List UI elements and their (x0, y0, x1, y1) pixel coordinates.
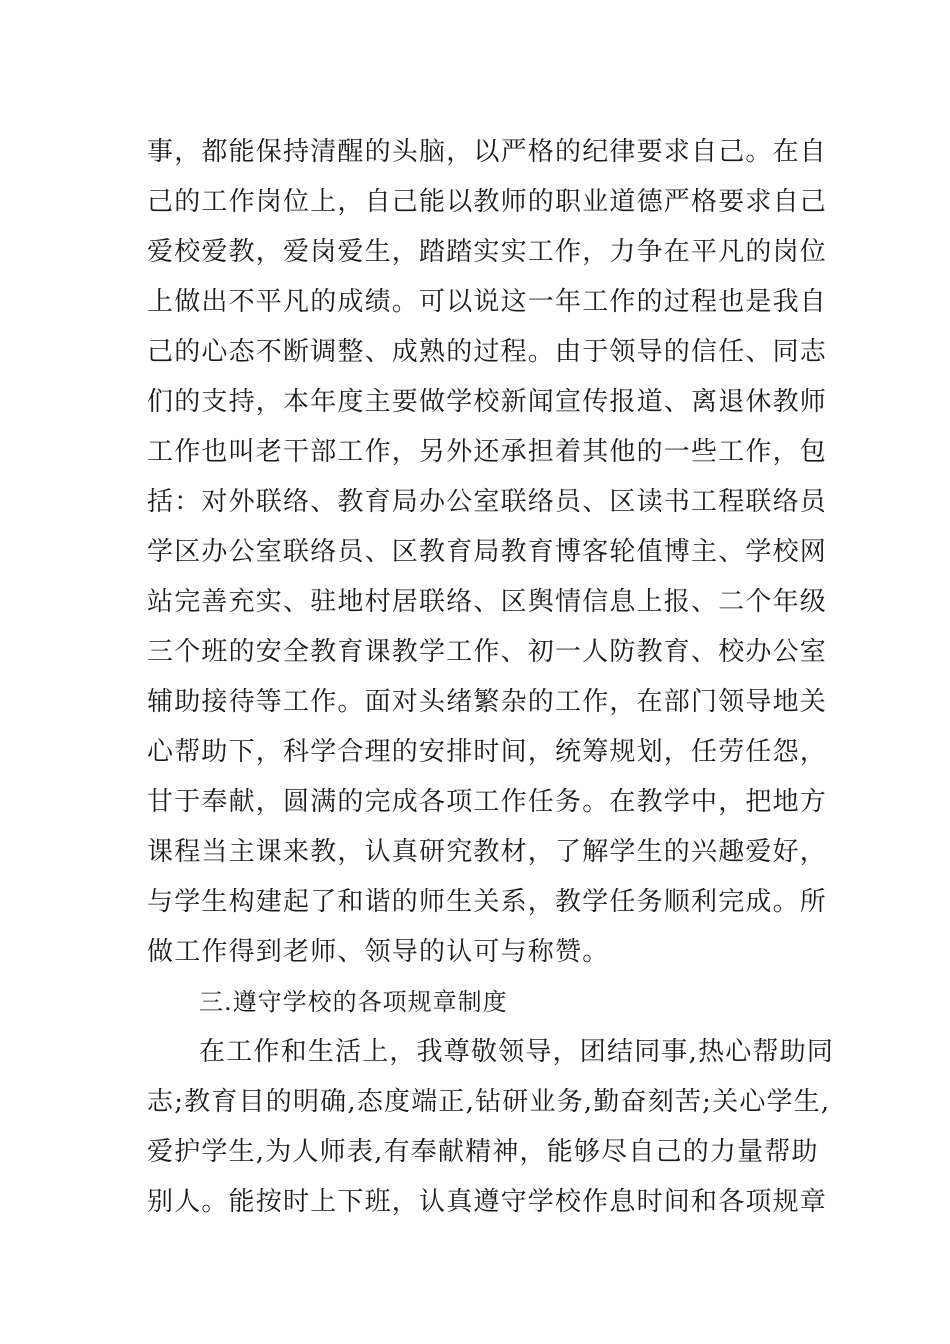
paragraph-line: 事，都能保持清醒的头脑，以严格的纪律要求自己。在自 (147, 137, 828, 167)
paragraph-work-summary (147, 127, 827, 977)
paragraph-line: 课程当主课来教，认真研究教材，了解学生的兴趣爱好， (147, 837, 828, 867)
paragraph-rules (147, 1027, 835, 1227)
paragraph-line: 站完善充实、驻地村居联络、区舆情信息上报、二个年级 (147, 587, 828, 617)
paragraph-line: 在工作和生活上，我尊敬领导，团结同事,热心帮助同 (199, 1037, 835, 1067)
paragraph-line: 学区办公室联络员、区教育局教育博客轮值博主、学校网 (147, 537, 828, 567)
paragraph-line: 辅助接待等工作。面对头绪繁杂的工作，在部门领导地关 (147, 687, 828, 717)
paragraph-line: 们的支持，本年度主要做学校新闻宣传报道、离退休教师 (147, 387, 828, 417)
paragraph-line: 做工作得到老师、领导的认可与称赞。 (147, 937, 610, 967)
section-heading-block (147, 977, 827, 1027)
paragraph-line: 三个班的安全教育课教学工作、初一人防教育、校办公室 (147, 637, 828, 667)
paragraph-line: 上做出不平凡的成绩。可以说这一年工作的过程也是我自 (147, 287, 828, 317)
paragraph-line: 与学生构建起了和谐的师生关系，教学任务顺利完成。所 (147, 887, 828, 917)
paragraph-line: 爱护学生,为人师表,有奉献精神，能够尽自己的力量帮助 (147, 1137, 819, 1167)
paragraph-line: 别人。能按时上下班，认真遵守学校作息时间和各项规章 (147, 1187, 828, 1217)
paragraph-line: 志;教育目的明确,态度端正,钻研业务,勤奋刻苦;关心学生, (147, 1087, 831, 1117)
paragraph-line: 心帮助下，科学合理的安排时间，统筹规划，任劳任怨， (147, 737, 828, 767)
section-heading: 三.遵守学校的各项规章制度 (199, 988, 508, 1016)
paragraph-line: 甘于奉献，圆满的完成各项工作任务。在教学中，把地方 (147, 787, 828, 817)
paragraph-line: 己的工作岗位上，自己能以教师的职业道德严格要求自己 (147, 187, 828, 217)
paragraph-line: 己的心态不断调整、成熟的过程。由于领导的信任、同志 (147, 337, 828, 367)
paragraph-line: 工作也叫老干部工作，另外还承担着其他的一些工作，包 (147, 437, 828, 467)
paragraph-line: 括：对外联络、教育局办公室联络员、区读书工程联络员 (147, 487, 828, 517)
paragraph-line: 爱校爱教，爱岗爱生，踏踏实实工作，力争在平凡的岗位 (147, 237, 828, 267)
